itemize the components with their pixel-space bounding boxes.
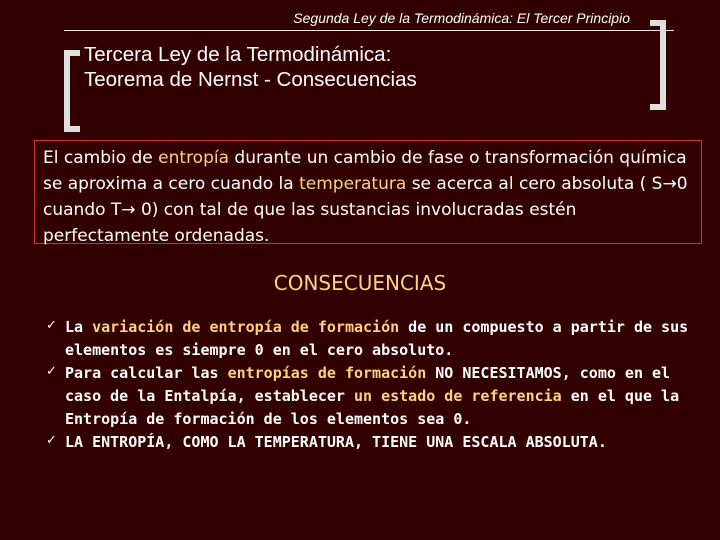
arrow-icon: → — [662, 174, 677, 194]
statement-text: durante un cambio de fase o transformación química se aproxima a cero cuando la — [43, 148, 687, 194]
bullet-highlight: un estado de referencia — [353, 387, 562, 405]
title-line-1: Tercera Ley de la Termodinámica: — [84, 43, 392, 66]
statement-text: 0 cuando T — [43, 174, 688, 220]
statement-text: El cambio de — [43, 148, 159, 168]
list-item — [0, 431, 720, 454]
title-line-2: Teorema de Nernst - Consecuencias — [84, 68, 417, 91]
check-icon: ✓ — [46, 433, 57, 448]
list-item — [0, 362, 720, 431]
statement-text: se acerca al cero absoluta ( S — [406, 174, 663, 194]
bullet-text-part: en el que la Entropía de formación de los elementos sea 0. — [65, 387, 680, 428]
left-bracket — [64, 50, 80, 132]
bullet-highlight: entropías de formación — [227, 364, 427, 382]
check-icon: ✓ — [46, 364, 57, 379]
law-statement-box — [34, 140, 702, 244]
bullet-text-part: Para calcular las — [65, 364, 228, 382]
slide-title — [84, 42, 417, 92]
slide-header: Segunda Ley de la Termodinámica: El Tercer Principio — [293, 10, 630, 26]
bullet-text-part: LA ENTROPÍA, COMO LA TEMPERATURA, TIENE UNA ESCALA ABSOLUTA. — [65, 433, 607, 451]
section-title: CONSECUENCIAS — [273, 271, 447, 295]
consequences-list — [0, 316, 720, 454]
right-bracket — [650, 20, 666, 110]
bullet-text — [65, 431, 700, 454]
bullet-text-part: NO NECESITAMOS, como en el caso de la Entalpía, establecer — [65, 364, 671, 405]
bullet-highlight: variación de entropía de formación — [92, 318, 400, 336]
statement-highlight: entropía — [158, 148, 230, 168]
bullet-text — [65, 362, 700, 431]
statement-highlight: temperatura — [299, 174, 407, 194]
bullet-text — [65, 316, 700, 362]
header-rule — [64, 30, 674, 31]
list-item — [0, 316, 720, 362]
arrow-icon: → — [121, 200, 136, 220]
bullet-text-part: La — [65, 318, 93, 336]
bullet-text-part: de un compuesto a partir de sus elementos es siempre 0 en el cero absoluto. — [65, 318, 689, 359]
check-icon: ✓ — [46, 318, 57, 333]
statement-text: 0) con tal de que las sustancias involucradas estén perfectamente ordenadas. — [43, 200, 577, 246]
